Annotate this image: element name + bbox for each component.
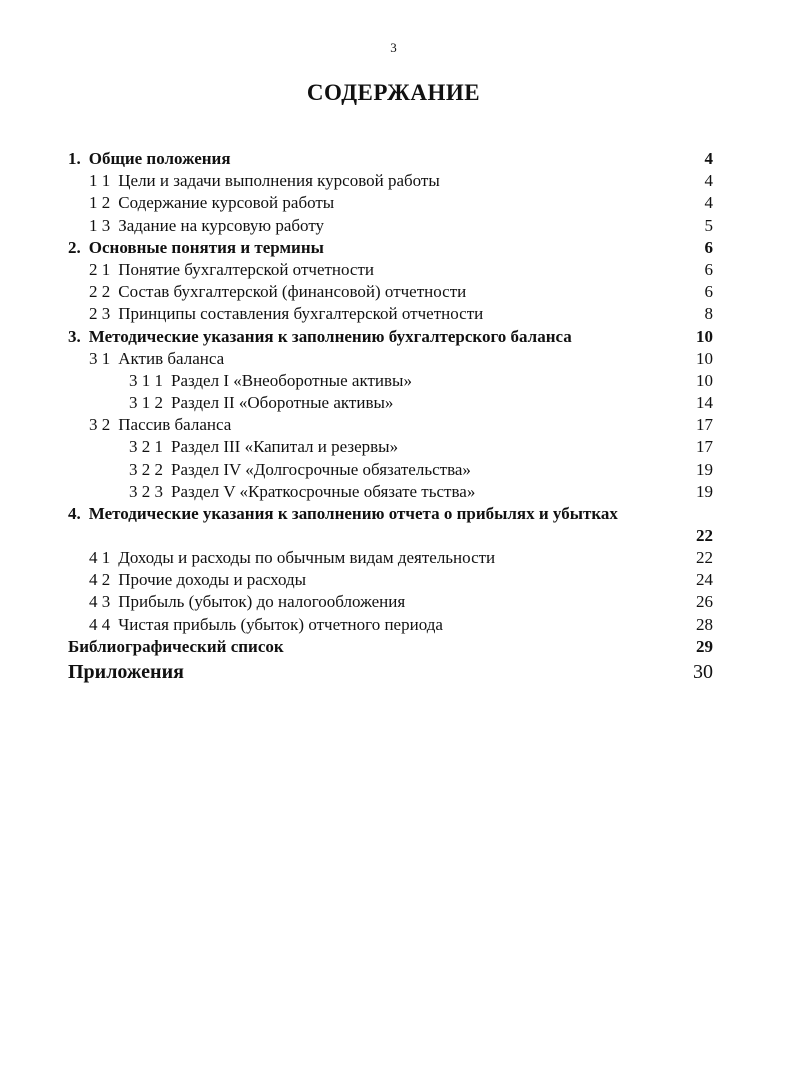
toc-entry-page: 22 bbox=[696, 548, 713, 567]
toc-entry-page: 22 bbox=[696, 526, 713, 545]
table-of-contents bbox=[68, 148, 713, 686]
toc-entry-title: Доходы и расходы по обычным видам деятельности bbox=[118, 548, 496, 567]
toc-entry-page: 6 bbox=[704, 259, 713, 279]
toc-entry-page: 17 bbox=[696, 437, 713, 457]
toc-entry bbox=[68, 348, 713, 370]
toc-entry-title: Чистая прибыль (убыток) отчетного периода bbox=[118, 614, 443, 634]
toc-entry-title: Пассив баланса bbox=[118, 415, 232, 435]
toc-entry-page: 10 bbox=[696, 326, 713, 346]
toc-entry bbox=[68, 436, 713, 458]
toc-entry bbox=[68, 192, 713, 214]
toc-entry-number: 4. bbox=[68, 504, 81, 523]
toc-entry-title: Актив баланса bbox=[118, 348, 225, 368]
toc-entry-number: 4 3 bbox=[89, 592, 111, 612]
toc-entry-number: 2 1 bbox=[89, 259, 111, 279]
page-number: 3 bbox=[390, 40, 397, 55]
toc-entry-number: 3 1 2 bbox=[129, 393, 163, 413]
toc-entry-page: 28 bbox=[696, 614, 713, 634]
toc-entry-page: 17 bbox=[696, 415, 713, 435]
toc-entry-number: 3. bbox=[68, 326, 81, 346]
toc-entry bbox=[68, 414, 713, 436]
toc-entry-title: Состав бухгалтерской (финансовой) отчетности bbox=[118, 282, 467, 302]
toc-entry-title: Цели и задачи выполнения курсовой работы bbox=[118, 171, 440, 191]
toc-entry-number: 3 2 3 bbox=[129, 481, 163, 501]
toc-entry-title: Задание на курсовую работу bbox=[118, 215, 325, 235]
toc-entry-page: 5 bbox=[704, 215, 713, 235]
toc-entry-number: 1 3 bbox=[89, 215, 111, 235]
toc-entry-title: Понятие бухгалтерской отчетности bbox=[118, 259, 375, 279]
toc-entry bbox=[68, 614, 713, 636]
toc-entry-title: Раздел I «Внеоборотные активы» bbox=[171, 370, 412, 390]
toc-entry-number: 1 2 bbox=[89, 193, 111, 213]
toc-entry-number: 1. bbox=[68, 149, 81, 168]
toc-entry bbox=[68, 215, 713, 237]
toc-entry bbox=[68, 392, 713, 414]
toc-entry bbox=[68, 259, 713, 281]
toc-entry-page: 24 bbox=[696, 570, 713, 590]
toc-entry bbox=[68, 326, 713, 348]
toc-entry-page: 26 bbox=[696, 592, 713, 612]
toc-entry-page: 10 bbox=[696, 370, 713, 390]
toc-entry bbox=[68, 303, 713, 325]
toc-entry-title: Содержание курсовой работы bbox=[118, 193, 335, 213]
toc-entry-bibliography bbox=[68, 636, 713, 658]
toc-entry-title: Раздел IV «Долгосрочные обязательства» bbox=[171, 459, 471, 479]
toc-entry-title: Общие положения bbox=[88, 149, 231, 168]
toc-entry-title: Прочие доходы и расходы bbox=[118, 570, 307, 590]
toc-entry bbox=[68, 547, 713, 569]
toc-entry-page: 14 bbox=[696, 393, 713, 413]
toc-entry-title: Раздел II «Оборотные активы» bbox=[171, 393, 394, 413]
toc-entry-number: 4 1 bbox=[89, 548, 111, 567]
toc-entry-title: Приложения bbox=[68, 660, 184, 683]
toc-entry-number: 3 2 bbox=[89, 415, 111, 435]
toc-entry bbox=[68, 237, 713, 259]
toc-entry bbox=[68, 370, 713, 392]
toc-entry-number: 3 1 bbox=[89, 348, 111, 368]
toc-entry-title: Методические указания к заполнению отчета о прибылях и убытках bbox=[88, 504, 618, 523]
toc-entry-number: 2 3 bbox=[89, 304, 111, 324]
toc-entry-page: 8 bbox=[704, 304, 713, 324]
toc-entry bbox=[68, 591, 713, 613]
toc-entry-number: 4 2 bbox=[89, 570, 111, 590]
toc-entry-page: 19 bbox=[696, 459, 713, 479]
toc-entry-page: 4 bbox=[704, 193, 713, 213]
toc-entry bbox=[68, 281, 713, 303]
toc-entry-title: Методические указания к заполнению бухгалтерского баланса bbox=[88, 326, 572, 346]
toc-entry-page: 10 bbox=[696, 348, 713, 368]
toc-entry-page: 6 bbox=[704, 282, 713, 302]
toc-entry-title: Основные понятия и термины bbox=[88, 237, 324, 257]
toc-entry bbox=[68, 170, 713, 192]
toc-entry-number: 4 4 bbox=[89, 614, 111, 634]
toc-entry-page: 30 bbox=[693, 660, 713, 683]
toc-entry bbox=[68, 569, 713, 591]
toc-entry-number: 2. bbox=[68, 237, 81, 257]
page-title: СОДЕРЖАНИЕ bbox=[306, 80, 481, 105]
toc-entry-title: Принципы составления бухгалтерской отчетности bbox=[118, 304, 484, 324]
toc-entry bbox=[68, 481, 713, 503]
toc-entry-number: 1 1 bbox=[89, 171, 111, 191]
toc-entry-appendices bbox=[68, 658, 713, 686]
toc-entry-page: 19 bbox=[696, 481, 713, 501]
toc-entry-title: Раздел III «Капитал и резервы» bbox=[171, 437, 399, 457]
toc-entry-page: 4 bbox=[704, 149, 713, 168]
toc-entry-number: 2 2 bbox=[89, 282, 111, 302]
toc-entry-page: 6 bbox=[704, 237, 713, 257]
toc-entry-page: 4 bbox=[704, 171, 713, 191]
toc-entry-title: Прибыль (убыток) до налогообложения bbox=[118, 592, 406, 612]
toc-entry bbox=[68, 148, 713, 170]
toc-entry-page: 29 bbox=[696, 636, 713, 656]
toc-entry-number: 3 2 2 bbox=[129, 459, 163, 479]
toc-entry-number: 3 1 1 bbox=[129, 370, 163, 390]
toc-entry bbox=[68, 459, 713, 481]
toc-entry-title: Библиографический список bbox=[68, 636, 284, 656]
toc-entry-title: Раздел V «Краткосрочные обязате тьства» bbox=[171, 481, 476, 501]
toc-entry bbox=[68, 503, 713, 547]
toc-entry-number: 3 2 1 bbox=[129, 437, 163, 457]
